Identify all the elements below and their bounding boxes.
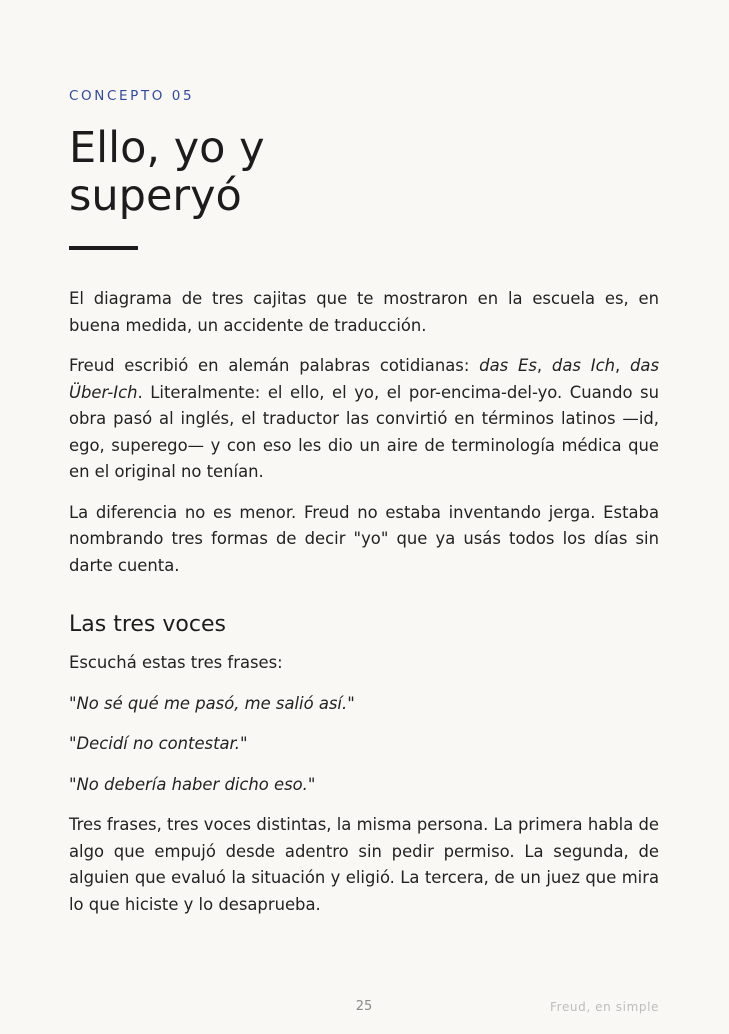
quote-1: "No sé qué me pasó, me salió así." <box>69 693 355 713</box>
term-das-ich: das Ich <box>551 356 615 375</box>
body-text <box>69 286 659 932</box>
separator: , <box>536 356 552 375</box>
paragraph-difference: La diferencia no es menor. Freud no estaba inventando jerga. Estaba nombrando tres formas de decir "yo" que ya usás todos los días sin darte cuenta. <box>69 502 659 575</box>
paragraph-intro: El diagrama de tres cajitas que te mostraron en la escuela es, en buena medida, un accidente de traducción. <box>69 289 659 335</box>
title-line-1: Ello, yo y <box>69 123 265 173</box>
chapter-label: CONCEPTO 05 <box>69 88 195 104</box>
term-das-es: das Es <box>479 356 537 375</box>
paragraph-closing: Tres frases, tres voces distintas, la misma persona. La primera habla de algo que empujó desde adentro sin pedir permiso. La segunda, de alguien que evaluó la situación y eligió. La tercera, de un juez que mira lo que hiciste y lo desaprueba. <box>69 815 659 914</box>
section-intro: Escuchá estas tres frases: <box>69 653 283 672</box>
page-number: 25 <box>355 999 373 1014</box>
quote-text: No debería haber dicho eso. <box>76 774 308 794</box>
quote-3: "No debería haber dicho eso." <box>69 774 316 794</box>
term-das-uber-ich: das Über-Ich <box>69 356 659 402</box>
title-line-2: superyó <box>69 171 242 221</box>
quote-2: "Decidí no contestar." <box>69 734 248 753</box>
quote-text: Decidí no contestar. <box>76 734 241 753</box>
quote-text: No sé qué me pasó, me salió así. <box>76 693 348 713</box>
paragraph-translation <box>69 353 659 486</box>
paragraph-translation-start: Freud escribió en alemán palabras cotidianas: <box>69 356 480 375</box>
separator: , <box>614 356 630 375</box>
section-heading: Las tres voces <box>69 612 226 637</box>
title-divider <box>69 246 138 250</box>
paragraph-translation-end: . Literalmente: el ello, el yo, el por-encima-del-yo. Cuando su obra pasó al inglés, el traductor las convirtió en términos latinos —id, ego, superego— y con eso les dio un aire de terminología médica que en el original no tenían. <box>69 382 659 481</box>
running-footer-title: Freud, en simple <box>550 1000 659 1014</box>
page-title <box>69 124 489 220</box>
